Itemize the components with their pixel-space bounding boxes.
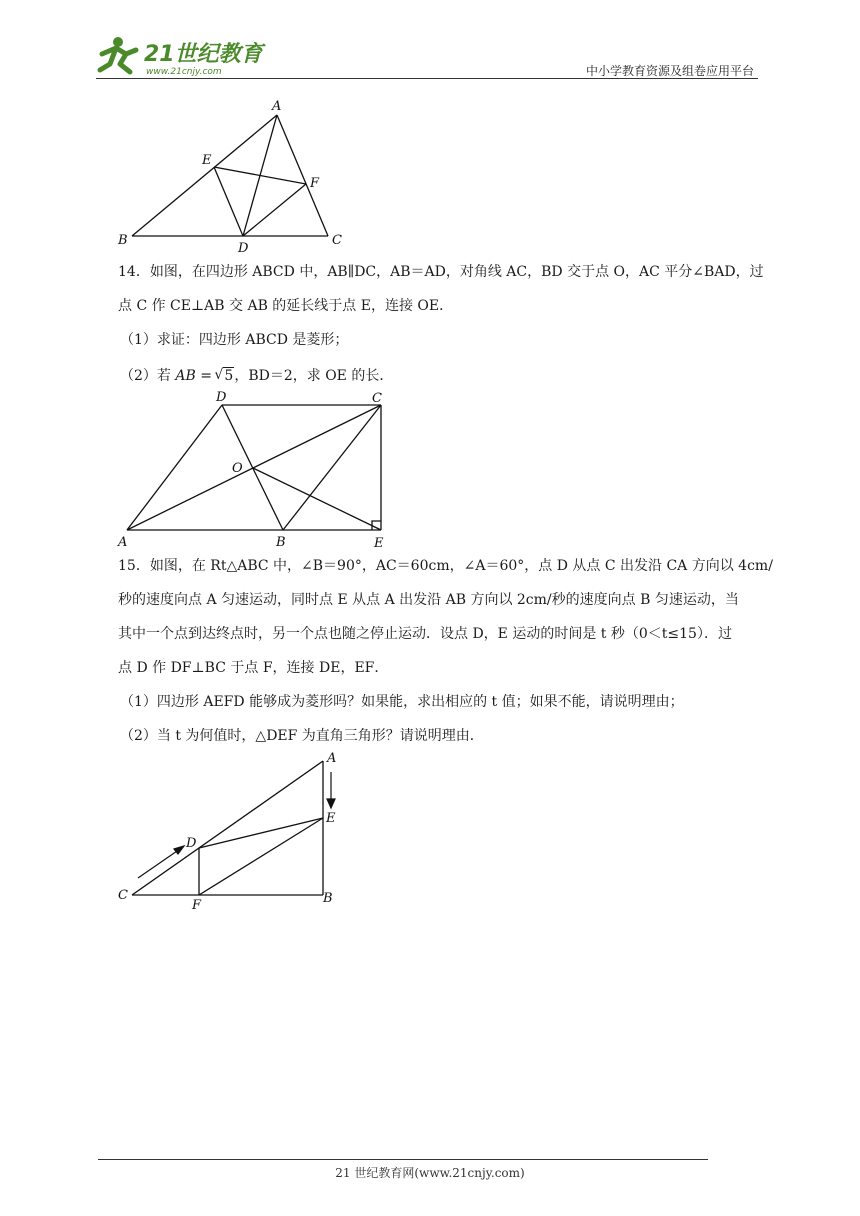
q15-number: 15． [118, 558, 150, 574]
segment-ca [132, 761, 323, 895]
q14-line1 [118, 262, 764, 282]
label-c: C [332, 233, 342, 248]
arrow-cd-icon [138, 846, 184, 878]
logo-url: www.21cnjy.com [146, 67, 222, 77]
q14-part2-ab: AB [175, 368, 196, 384]
segment-fd [243, 184, 306, 236]
figure-q15 [110, 746, 350, 916]
q14-radicand: 5 [224, 368, 234, 384]
label-b: B [118, 233, 128, 248]
figure-q14 [110, 386, 400, 551]
q14-text-1: 如图，在四边形 ABCD 中，AB∥DC，AB＝AD，对角线 AC，BD 交于点 O，AC 平分∠BAD，过 [149, 264, 764, 280]
q15-line2: 秒的速度向点 A 匀速运动，同时点 E 从点 A 出发沿 AB 方向以 2cm/秒的速度向点 B 匀速运动，当 [118, 592, 739, 608]
q15-line3: 其中一个点到达终点时，另一个点也随之停止运动．设点 D，E 运动的时间是 t 秒（0＜t≤15）．过 [118, 626, 732, 642]
arrow-ae-icon [327, 772, 335, 808]
label-f: F [192, 898, 202, 913]
label-a: A [327, 751, 337, 766]
label-d: D [216, 390, 227, 405]
q14-part2-eq: = [195, 368, 217, 384]
segment-ed [214, 167, 243, 236]
label-a: A [272, 99, 282, 114]
footer-text: 21 世纪教育网(www.21cnjy.com) [335, 1166, 525, 1180]
segment-fe [199, 818, 323, 895]
label-e: E [326, 811, 336, 826]
segment-ef [214, 167, 306, 184]
runner-logo-icon [96, 34, 266, 78]
q14-part2-post: ，BD＝2，求 OE 的长． [234, 368, 394, 384]
header-divider [96, 78, 758, 79]
q14-number: 14． [118, 264, 150, 280]
label-b: B [276, 535, 286, 550]
segment-ab [132, 115, 277, 236]
segment-de [199, 818, 323, 848]
figure-q13 [110, 96, 360, 256]
footer-divider [98, 1159, 708, 1160]
sqrt-symbol [216, 366, 234, 386]
q14-line2: 点 C 作 CE⊥AB 交 AB 的延长线于点 E，连接 OE． [118, 298, 454, 314]
label-f: F [310, 176, 320, 191]
header-tagline: 中小学教育资源及组卷应用平台 [585, 64, 754, 78]
segment-oe [253, 468, 381, 530]
label-c: C [118, 888, 128, 903]
segment-ad [127, 405, 222, 530]
segment-bc [283, 405, 381, 530]
label-a: A [118, 535, 128, 550]
label-e: E [202, 153, 212, 168]
segment-ac [277, 115, 328, 236]
label-d: D [238, 241, 249, 256]
site-logo [96, 34, 266, 78]
q15-part2: （2）当 t 为何值时，△DEF 为直角三角形？请说明理由． [120, 728, 484, 744]
q15-part1: （1）四边形 AEFD 能够成为菱形吗？如果能，求出相应的 t 值；如果不能，请说明理由； [120, 694, 684, 710]
q14-part1: （1）求证：四边形 ABCD 是菱形； [120, 332, 349, 348]
q14-part2 [120, 366, 393, 386]
logo-text: 21世纪教育 [144, 42, 263, 67]
label-b: B [323, 891, 333, 906]
q15-line1 [118, 556, 773, 576]
label-c: C [372, 391, 382, 406]
q15-text-1: 如图，在 Rt△ABC 中，∠B＝90°，AC＝60cm，∠A＝60°，点 D 从点 C 出发沿 CA 方向以 4cm/ [149, 558, 773, 574]
q14-part2-pre: （2）若 [120, 368, 176, 384]
label-o: O [232, 461, 243, 476]
label-d: D [186, 836, 197, 851]
q15-line4: 点 D 作 DF⊥BC 于点 F，连接 DE，EF． [118, 660, 389, 676]
label-e: E [374, 536, 384, 551]
